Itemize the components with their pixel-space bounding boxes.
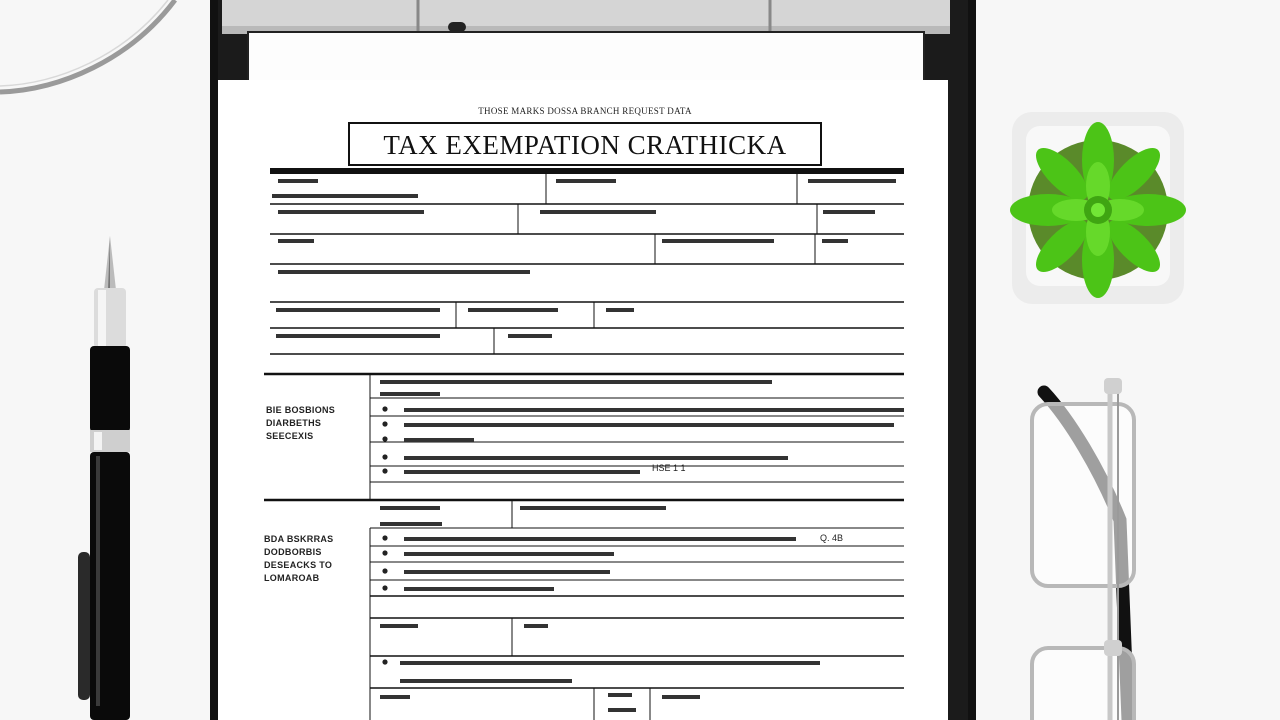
section-b-label: BDA BSKRRAS DODBORBIS DESEACKS TO LOMAROAB bbox=[264, 534, 334, 583]
succulent-plant bbox=[1010, 112, 1186, 304]
eyeglasses bbox=[1032, 378, 1134, 720]
line-item-amount-b: Q. 4B bbox=[820, 533, 844, 543]
section-a-label: BIE BOSBIONS DIARBETHS SEECEXIS bbox=[266, 405, 336, 441]
form-title: TAX EXEMPATION CRATHICKA bbox=[348, 122, 822, 166]
headphone-cable bbox=[0, 0, 175, 92]
pen bbox=[78, 236, 130, 720]
clipboard-clip bbox=[222, 0, 950, 28]
form-sheet bbox=[218, 80, 948, 720]
line-item-amount-a: HSE 1 1 bbox=[652, 463, 686, 473]
form-subtitle: THOSE MARKS DOSSA BRANCH REQUEST DATA bbox=[478, 106, 692, 116]
